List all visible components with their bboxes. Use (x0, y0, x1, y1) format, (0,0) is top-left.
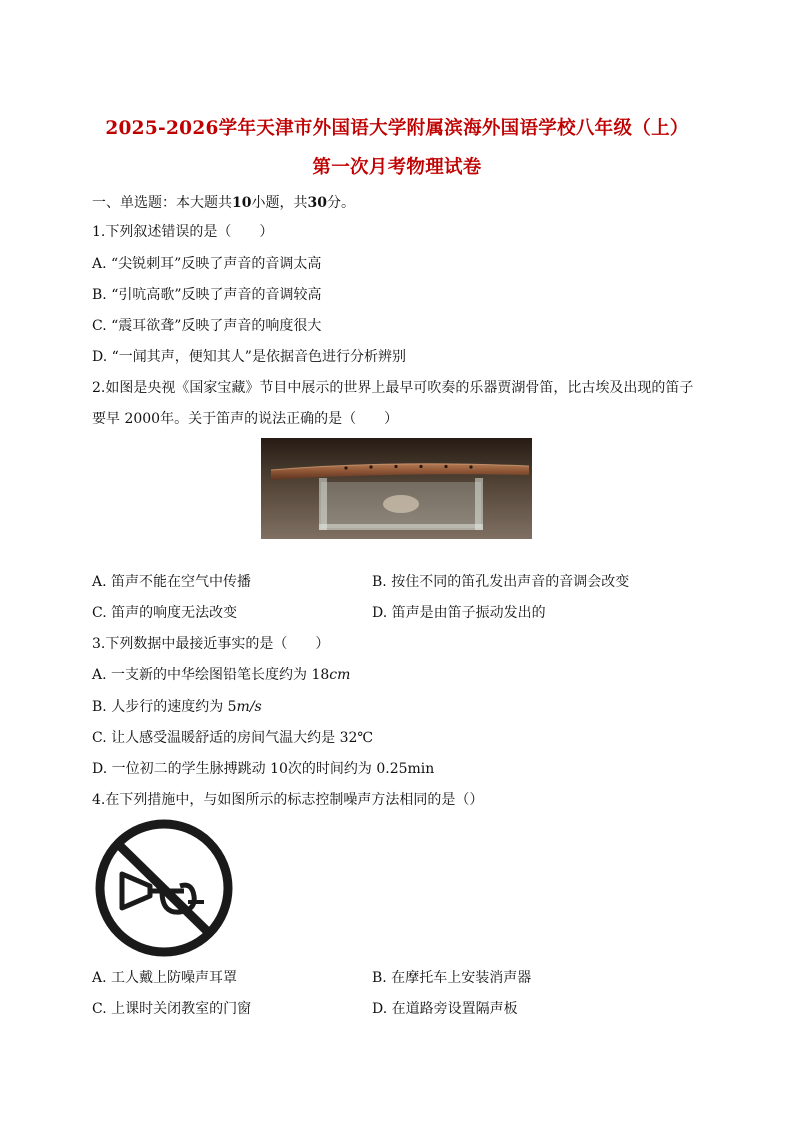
question-4-option-d: D. 在道路旁设置隔声板 (372, 1001, 518, 1017)
exam-title-line1: 2025-2026学年天津市外国语大学附属滨海外国语学校八年级（上） (105, 118, 689, 139)
question-4-option-a: A. 工人戴上防噪声耳罩 (92, 970, 238, 986)
question-2-stem-line2: 要早 2000年。关于笛声的说法正确的是（ ） (92, 411, 399, 427)
question-3-option-d: D. 一位初二的学生脉搏跳动 10次的时间约为 0.25min (92, 761, 435, 777)
no-horn-sign-icon (92, 816, 236, 960)
question-3-option-c: C. 让人感受温暖舒适的房间气温大约是 32℃ (92, 730, 374, 746)
question-4-stem: 4.在下列措施中，与如图所示的标志控制噪声方法相同的是（） (92, 792, 484, 808)
question-2-option-a: A. 笛声不能在空气中传播 (92, 574, 252, 590)
question-1-stem: 1.下列叙述错误的是（ ） (92, 224, 274, 240)
question-1-option-b: B. “引吭高歌”反映了声音的音调较高 (92, 287, 322, 303)
question-3-stem: 3.下列数据中最接近事实的是（ ） (92, 636, 330, 652)
bone-flute-photo (261, 438, 532, 539)
exam-title-line2: 第一次月考物理试卷 (312, 157, 482, 178)
question-3-option-b: B. 人步行的速度约为 5m/s (92, 699, 262, 715)
question-count: 10 (232, 195, 252, 211)
question-2-option-b: B. 按住不同的笛孔发出声音的音调会改变 (372, 574, 630, 590)
section-score: 30 (307, 195, 327, 211)
question-1-option-a: A. “尖锐刺耳”反映了声音的音调太高 (92, 256, 322, 272)
question-1-option-c: C. “震耳欲聋”反映了声音的响度很大 (92, 318, 322, 334)
question-4-option-c: C. 上课时关闭教室的门窗 (92, 1001, 252, 1017)
question-2-option-c: C. 笛声的响度无法改变 (92, 605, 238, 621)
question-2-stem-line1: 2.如图是央视《国家宝藏》节目中展示的世界上最早可吹奏的乐器贾湖骨笛，比古埃及出现的笛子 (92, 380, 694, 396)
question-4-option-b: B. 在摩托车上安装消声器 (372, 970, 532, 986)
question-1-option-d: D. “一闻其声，便知其人”是依据音色进行分析辨别 (92, 349, 406, 365)
section-heading: 一、单选题：本大题共10小题，共30分。 (92, 195, 355, 211)
question-3-option-a: A. 一支新的中华绘图铅笔长度约为 18cm (92, 667, 351, 683)
question-2-option-d: D. 笛声是由笛子振动发出的 (372, 605, 546, 621)
